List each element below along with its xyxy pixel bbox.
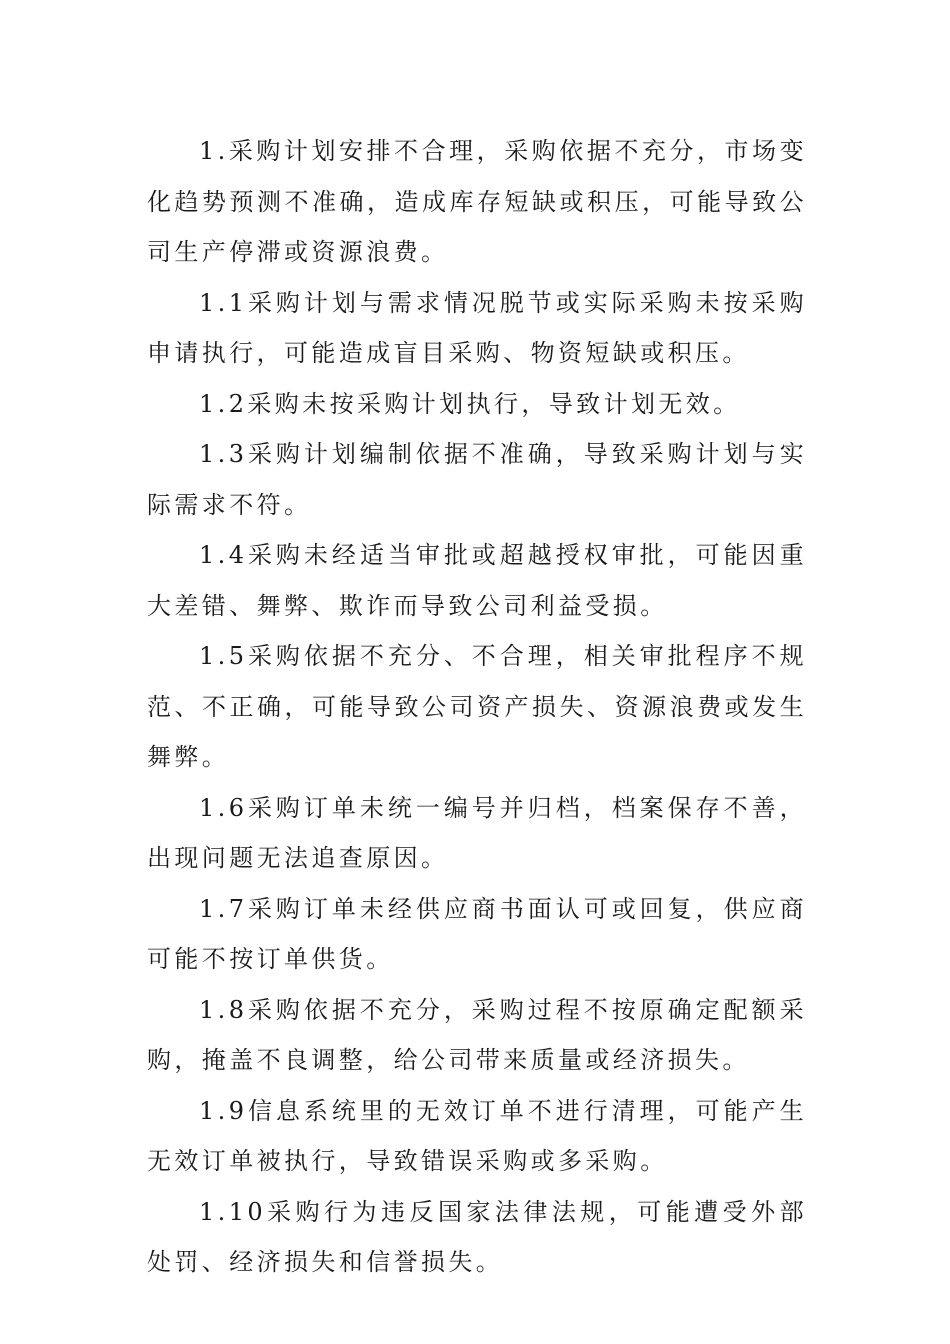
paragraph-1: 1.采购计划安排不合理，采购依据不充分，市场变化趋势预测不准确，造成库存短缺或积压，可能导致公司生产停滞或资源浪费。 <box>147 137 807 266</box>
paragraph-1-6: 1.6采购订单未统一编号并归档，档案保存不善，出现问题无法追查原因。 <box>147 793 807 872</box>
paragraph-1-5: 1.5采购依据不充分、不合理，相关审批程序不规范、不正确，可能导致公司资产损失、资源浪费或发生舞弊。 <box>147 642 807 771</box>
paragraph-1-2: 1.2采购未按采购计划执行，导致计划无效。 <box>199 389 741 418</box>
paragraph-1-7: 1.7采购订单未经供应商书面认可或回复，供应商可能不按订单供货。 <box>147 894 807 973</box>
document-body <box>147 126 807 1288</box>
paragraph-1-9: 1.9信息系统里的无效订单不进行清理，可能产生无效订单被执行，导致错误采购或多采购。 <box>147 1096 807 1175</box>
paragraph-1-1: 1.1采购计划与需求情况脱节或实际采购未按采购申请执行，可能造成盲目采购、物资短缺或积压。 <box>147 288 807 367</box>
paragraph-1-3: 1.3采购计划编制依据不准确，导致采购计划与实际需求不符。 <box>147 440 807 519</box>
paragraph-1-10: 1.10采购行为违反国家法律法规，可能遭受外部处罚、经济损失和信誉损失。 <box>147 1197 807 1276</box>
paragraph-1-8: 1.8采购依据不充分，采购过程不按原确定配额采购，掩盖不良调整，给公司带来质量或经济损失。 <box>147 995 807 1074</box>
paragraph-1-4: 1.4采购未经适当审批或超越授权审批，可能因重大差错、舞弊、欺诈而导致公司利益受损。 <box>147 541 807 620</box>
